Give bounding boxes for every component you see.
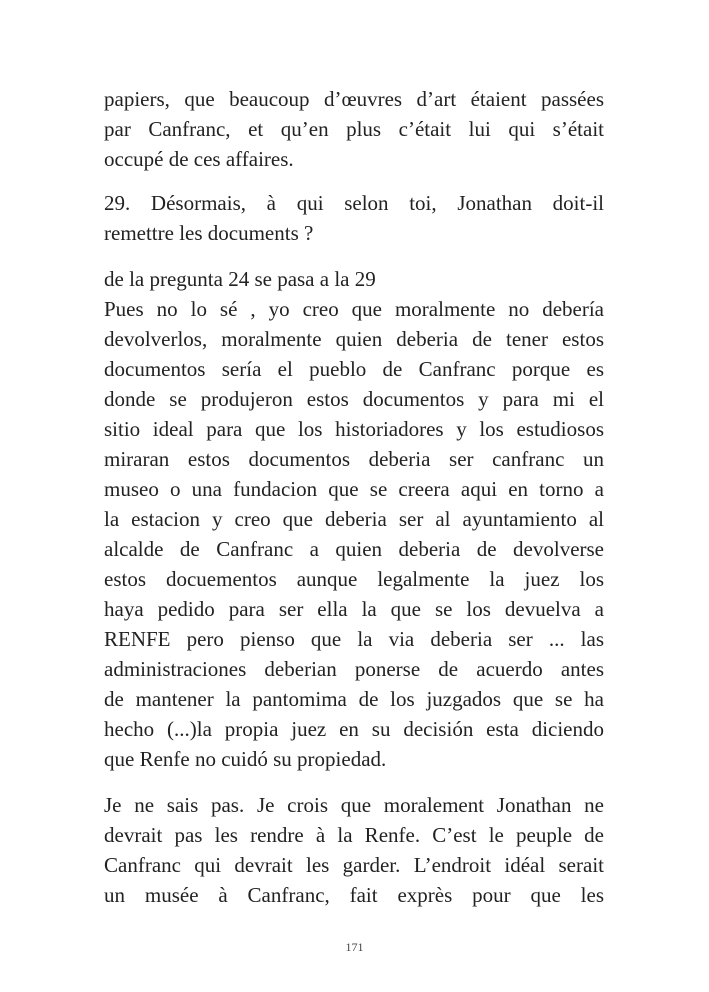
text-line: par Canfranc, et qu’en plus c’était lui qui s’était <box>104 117 604 141</box>
text-line: devrait pas les rendre à la Renfe. C’est le peuple de <box>104 823 604 847</box>
text-line: papiers, que beaucoup d’œuvres d’art étaient passées <box>104 87 604 111</box>
text-line: que Renfe no cuidó su propiedad. <box>104 747 387 771</box>
text-line: haya pedido para ser ella la que se los devuelva a <box>104 597 604 621</box>
text-line: documentos sería el pueblo de Canfranc porque es <box>104 357 604 381</box>
question-29 <box>104 188 604 248</box>
text-line: miraran estos documentos deberia ser canfranc un <box>104 447 604 471</box>
text-line: Pues no lo sé , yo creo que moralmente no debería <box>104 297 604 321</box>
text-line: devolverlos, moralmente quien deberia de tener estos <box>104 327 604 351</box>
text-line: alcalde de Canfranc a quien deberia de devolverse <box>104 537 604 561</box>
french-answer <box>104 790 604 910</box>
text-line: occupé de ces affaires. <box>104 147 294 171</box>
text-line: de mantener la pantomima de los juzgados que se ha <box>104 687 604 711</box>
text-line: un musée à Canfranc, fait exprès pour que les <box>104 883 604 907</box>
text-line: Canfranc qui devrait les garder. L’endroit idéal serait <box>104 853 604 877</box>
text-line: la estacion y creo que deberia ser al ayuntamiento al <box>104 507 604 531</box>
text-line: remettre les documents ? <box>104 221 314 245</box>
text-line: estos docuementos aunque legalmente la juez los <box>104 567 604 591</box>
text-line: sitio ideal para que los historiadores y los estudiosos <box>104 417 604 441</box>
page-number: 171 <box>345 940 364 954</box>
text-line: RENFE pero pienso que la via deberia ser ... las <box>104 627 604 651</box>
text-line: administraciones deberian ponerse de acuerdo antes <box>104 657 604 681</box>
text-line: museo o una fundacion que se creera aqui en torno a <box>104 477 604 501</box>
text-line: donde se produjeron estos documentos y para mi el <box>104 387 604 411</box>
text-line: hecho (...)la propia juez en su decisión esta diciendo <box>104 717 604 741</box>
text-line: Je ne sais pas. Je crois que moralement Jonathan ne <box>104 793 604 817</box>
text-line: de la pregunta 24 se pasa a la 29 <box>104 267 376 291</box>
paragraph-1 <box>104 84 604 174</box>
spanish-answer <box>104 264 604 774</box>
text-line: 29. Désormais, à qui selon toi, Jonathan doit-il <box>104 191 604 215</box>
